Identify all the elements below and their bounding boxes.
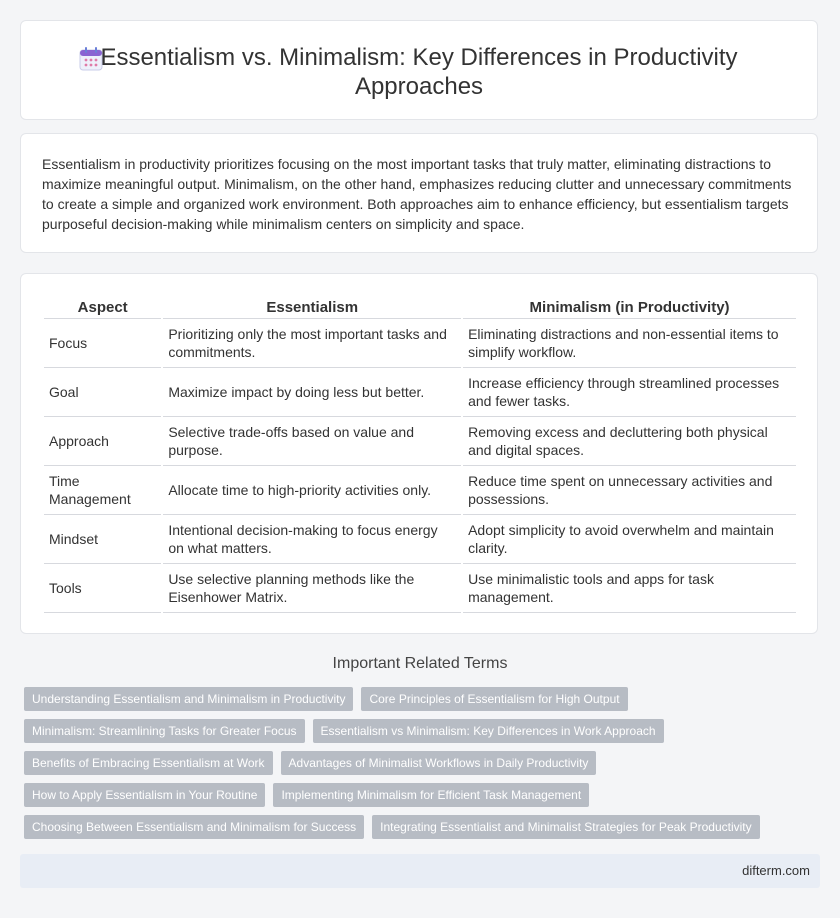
related-term-tag[interactable]: Implementing Minimalism for Efficient Task Management (273, 783, 589, 807)
related-term-tag[interactable]: Advantages of Minimalist Workflows in Daily Productivity (281, 751, 597, 775)
related-term-tag[interactable]: How to Apply Essentialism in Your Routine (24, 783, 265, 807)
tag-row (24, 687, 814, 711)
table-row (44, 319, 796, 368)
aspect-cell: Goal (44, 368, 161, 417)
footer (20, 854, 820, 888)
table-row (44, 564, 796, 613)
site-link[interactable]: difterm.com (742, 863, 810, 878)
related-terms-list (24, 687, 814, 847)
related-term-tag[interactable]: Benefits of Embracing Essentialism at Work (24, 751, 273, 775)
related-terms-heading: Important Related Terms (332, 655, 508, 672)
minimalism-cell: Removing excess and decluttering both physical and digital spaces. (463, 417, 796, 466)
minimalism-cell: Eliminating distractions and non-essential items to simplify workflow. (463, 319, 796, 368)
minimalism-cell: Adopt simplicity to avoid overwhelm and maintain clarity. (463, 515, 796, 564)
essentialism-cell: Use selective planning methods like the Eisenhower Matrix. (163, 564, 461, 613)
tag-row (24, 815, 814, 839)
table-row (44, 368, 796, 417)
header-minimalism: Minimalism (in Productivity) (463, 296, 796, 319)
intro-card (20, 133, 818, 253)
related-term-tag[interactable]: Minimalism: Streamlining Tasks for Greater Focus (24, 719, 305, 743)
table-row (44, 515, 796, 564)
aspect-cell: Focus (44, 319, 161, 368)
intro-paragraph: Essentialism in productivity prioritizes focusing on the most important tasks that truly matter, eliminating distractions to maximize meaningful output. Minimalism, on the other hand, emphasizes reducing clutter and unnecessary commitments to create a simple and organized work environment. Both approaches aim to enhance efficiency, but essentialism targets purposeful decision-making while minimalism centers on simplicity and space. (42, 156, 792, 232)
essentialism-cell: Allocate time to high-priority activities only. (163, 466, 461, 515)
minimalism-cell: Increase efficiency through streamlined processes and fewer tasks. (463, 368, 796, 417)
aspect-cell: Tools (44, 564, 161, 613)
minimalism-cell: Use minimalistic tools and apps for task management. (463, 564, 796, 613)
table-row (44, 466, 796, 515)
essentialism-cell: Intentional decision-making to focus energy on what matters. (163, 515, 461, 564)
aspect-cell: Time Management (44, 466, 161, 515)
comparison-table (42, 296, 798, 613)
related-term-tag[interactable]: Essentialism vs Minimalism: Key Differences in Work Approach (313, 719, 664, 743)
comparison-card (20, 273, 818, 634)
title-card (20, 20, 818, 120)
tag-row (24, 783, 814, 807)
essentialism-cell: Maximize impact by doing less but better. (163, 368, 461, 417)
essentialism-cell: Prioritizing only the most important tasks and commitments. (163, 319, 461, 368)
minimalism-cell: Reduce time spent on unnecessary activities and possessions. (463, 466, 796, 515)
related-term-tag[interactable]: Core Principles of Essentialism for High Output (361, 687, 627, 711)
tag-row (24, 751, 814, 775)
header-aspect: Aspect (44, 296, 161, 319)
table-row (44, 417, 796, 466)
header-essentialism: Essentialism (163, 296, 461, 319)
related-term-tag[interactable]: Integrating Essentialist and Minimalist Strategies for Peak Productivity (372, 815, 760, 839)
aspect-cell: Mindset (44, 515, 161, 564)
related-term-tag[interactable]: Choosing Between Essentialism and Minimalism for Success (24, 815, 364, 839)
tag-row (24, 719, 814, 743)
essentialism-cell: Selective trade-offs based on value and purpose. (163, 417, 461, 466)
table-header-row (44, 296, 796, 319)
page-title: Essentialism vs. Minimalism: Key Differences in Productivity Approaches (100, 44, 738, 100)
related-term-tag[interactable]: Understanding Essentialism and Minimalism in Productivity (24, 687, 353, 711)
aspect-cell: Approach (44, 417, 161, 466)
